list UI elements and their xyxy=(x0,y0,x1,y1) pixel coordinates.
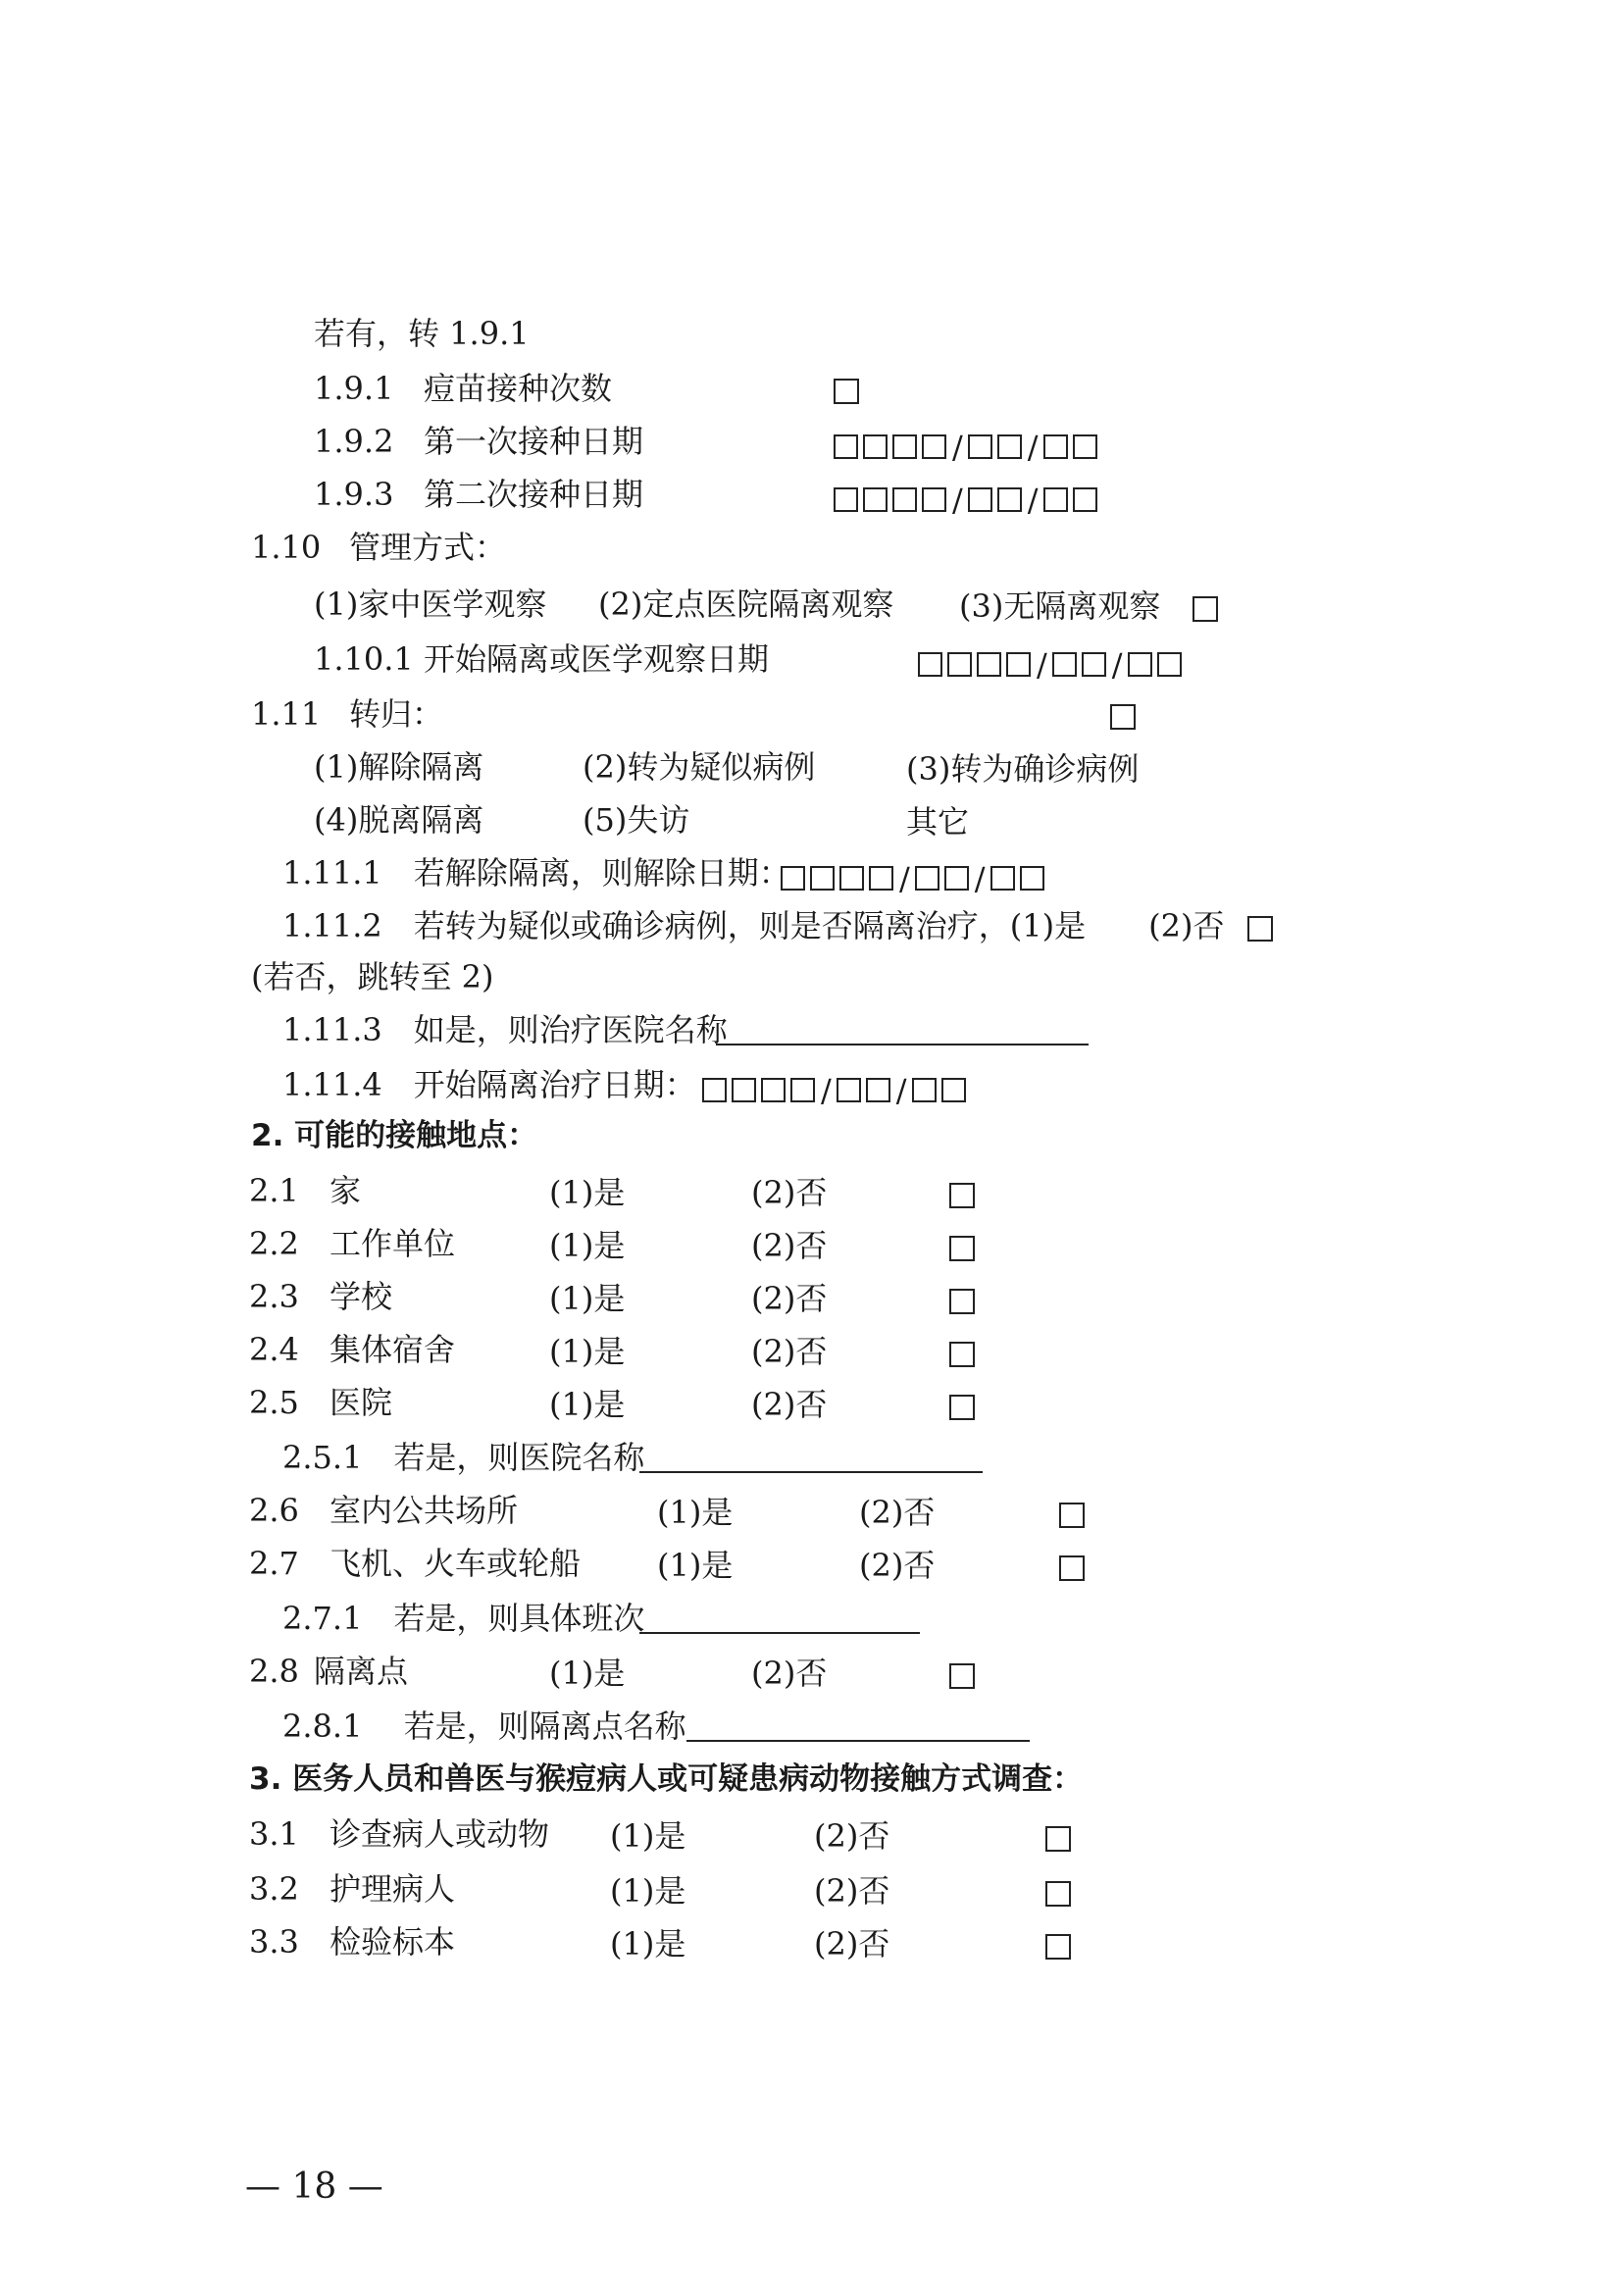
intro-if-yes: 若有，转 1.9.1 xyxy=(314,315,530,352)
q22-checkbox[interactable] xyxy=(949,1236,975,1261)
q22-label: 工作单位 xyxy=(330,1225,456,1262)
q1113-label: 1.11.3 如是，则治疗医院名称 xyxy=(282,1011,728,1048)
q25-checkbox[interactable] xyxy=(949,1395,975,1420)
q192-number: 1.9.2 xyxy=(314,423,394,460)
q22-yes: (1)是 xyxy=(549,1227,626,1264)
q111-number: 1.11 xyxy=(251,695,322,733)
q22-no: (2)否 xyxy=(751,1227,828,1264)
q110-number: 1.10 xyxy=(251,529,322,566)
q1101-date-boxes[interactable]: / / xyxy=(918,643,1187,685)
q27-label: 飞机、火车或轮船 xyxy=(330,1545,582,1582)
q28-label: 隔离点 xyxy=(314,1653,409,1690)
q1101-label: 1.10.1 开始隔离或医学观察日期 xyxy=(314,640,769,678)
section-2-heading: 2. 可能的接触地点： xyxy=(251,1118,538,1153)
q193-date-boxes[interactable]: / / xyxy=(834,479,1102,520)
q111-option-5: (5)失访 xyxy=(583,801,690,839)
q110-label: 管理方式： xyxy=(349,529,507,566)
q193-label: 第二次接种日期 xyxy=(424,476,644,513)
q31-label: 诊查病人或动物 xyxy=(330,1815,550,1853)
q111-option-1: (1)解除隔离 xyxy=(314,748,484,786)
q1111-label: 1.11.1 若解除隔离，则解除日期： xyxy=(282,854,790,892)
q110-checkbox[interactable] xyxy=(1193,596,1218,622)
q27-no: (2)否 xyxy=(859,1547,936,1584)
q32-yes: (1)是 xyxy=(610,1872,686,1910)
q111-checkbox[interactable] xyxy=(1110,704,1136,730)
q1112-checkbox[interactable] xyxy=(1247,916,1273,942)
q1111-date-boxes[interactable]: / / xyxy=(781,857,1049,898)
q25-number: 2.5 xyxy=(249,1384,299,1421)
q110-option-3: (3)无隔离观察 xyxy=(959,587,1161,625)
q251-label: 2.5.1 若是，则医院名称 xyxy=(282,1439,645,1476)
q23-label: 学校 xyxy=(330,1278,393,1315)
q33-number: 3.3 xyxy=(249,1923,299,1961)
q111-option-6: 其它 xyxy=(906,803,970,841)
q31-number: 3.1 xyxy=(249,1815,299,1853)
q111-option-3: (3)转为确诊病例 xyxy=(906,750,1140,788)
q28-checkbox[interactable] xyxy=(949,1663,975,1689)
q271-blank-line[interactable] xyxy=(639,1632,920,1634)
q32-checkbox[interactable] xyxy=(1045,1881,1071,1907)
q26-yes: (1)是 xyxy=(657,1494,734,1531)
q31-checkbox[interactable] xyxy=(1045,1826,1071,1852)
q24-yes: (1)是 xyxy=(549,1333,626,1370)
q251-blank-line[interactable] xyxy=(639,1471,983,1473)
q24-label: 集体宿舍 xyxy=(330,1331,456,1368)
page-number: — 18 — xyxy=(245,2167,383,2207)
q25-label: 医院 xyxy=(330,1384,393,1421)
q28-yes: (1)是 xyxy=(549,1655,626,1692)
section-3-heading: 3. 医务人员和兽医与猴痘病人或可疑患病动物接触方式调查： xyxy=(249,1761,1084,1797)
q26-number: 2.6 xyxy=(249,1492,299,1529)
q32-label: 护理病人 xyxy=(330,1870,456,1908)
q110-option-2: (2)定点医院隔离观察 xyxy=(598,586,894,623)
q27-yes: (1)是 xyxy=(657,1547,734,1584)
q25-yes: (1)是 xyxy=(549,1386,626,1423)
q23-no: (2)否 xyxy=(751,1280,828,1317)
q24-checkbox[interactable] xyxy=(949,1342,975,1367)
q111-option-4: (4)脱离隔离 xyxy=(314,801,484,839)
q21-yes: (1)是 xyxy=(549,1174,626,1211)
q22-number: 2.2 xyxy=(249,1225,299,1262)
q271-label: 2.7.1 若是，则具体班次 xyxy=(282,1600,645,1637)
q191-checkbox[interactable] xyxy=(834,379,859,404)
q1114-label: 1.11.4 开始隔离治疗日期： xyxy=(282,1066,696,1103)
q21-no: (2)否 xyxy=(751,1174,828,1211)
q26-label: 室内公共场所 xyxy=(330,1492,519,1529)
q21-checkbox[interactable] xyxy=(949,1183,975,1208)
q23-yes: (1)是 xyxy=(549,1280,626,1317)
q192-label: 第一次接种日期 xyxy=(424,423,644,460)
q281-label: 2.8.1 若是，则隔离点名称 xyxy=(282,1708,686,1745)
q193-number: 1.9.3 xyxy=(314,476,394,513)
q28-number: 2.8 xyxy=(249,1653,299,1690)
q111-option-2: (2)转为疑似病例 xyxy=(583,748,816,786)
q26-no: (2)否 xyxy=(859,1494,936,1531)
q23-checkbox[interactable] xyxy=(949,1289,975,1314)
q191-label: 痘苗接种次数 xyxy=(424,370,613,407)
q111-label: 转归： xyxy=(349,695,444,733)
q31-no: (2)否 xyxy=(814,1817,890,1855)
q21-label: 家 xyxy=(330,1172,362,1209)
q21-number: 2.1 xyxy=(249,1172,299,1209)
q1113-blank-line[interactable] xyxy=(716,1044,1089,1045)
q24-no: (2)否 xyxy=(751,1333,828,1370)
q33-checkbox[interactable] xyxy=(1045,1934,1071,1960)
q23-number: 2.3 xyxy=(249,1278,299,1315)
q33-label: 检验标本 xyxy=(330,1923,456,1961)
q191-number: 1.9.1 xyxy=(314,370,394,407)
q281-blank-line[interactable] xyxy=(686,1740,1030,1742)
q33-yes: (1)是 xyxy=(610,1925,686,1963)
q32-number: 3.2 xyxy=(249,1870,299,1908)
q26-checkbox[interactable] xyxy=(1059,1503,1085,1528)
q25-no: (2)否 xyxy=(751,1386,828,1423)
q32-no: (2)否 xyxy=(814,1872,890,1910)
q1112-label: 1.11.2 若转为疑似或确诊病例，则是否隔离治疗，(1)是 (2)否 xyxy=(282,907,1225,944)
q24-number: 2.4 xyxy=(249,1331,299,1368)
q1114-date-boxes[interactable]: / / xyxy=(702,1069,971,1110)
q28-no: (2)否 xyxy=(751,1655,828,1692)
q33-no: (2)否 xyxy=(814,1925,890,1963)
q31-yes: (1)是 xyxy=(610,1817,686,1855)
q192-date-boxes[interactable]: / / xyxy=(834,426,1102,467)
q27-number: 2.7 xyxy=(249,1545,299,1582)
q27-checkbox[interactable] xyxy=(1059,1555,1085,1581)
q110-option-1: (1)家中医学观察 xyxy=(314,586,547,623)
q1112-note: (若否，跳转至 2) xyxy=(251,958,494,995)
